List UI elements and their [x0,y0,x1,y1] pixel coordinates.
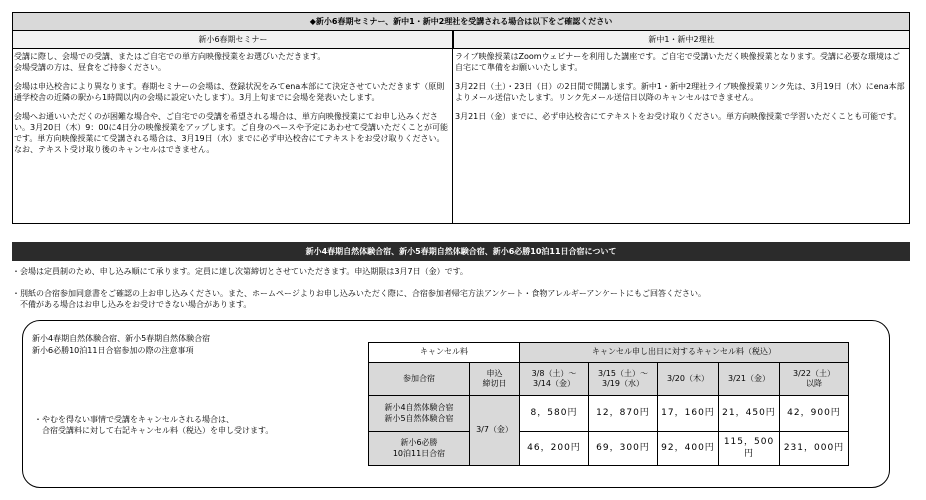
seminar-details [14,51,450,163]
camp-name-cell: 新小6必勝 10泊11日合宿 [369,432,470,466]
period-header-cell: 3/22（土） 以降 [780,363,849,396]
science-social-details [455,51,907,130]
deadline-cell: 3/7（金） [470,396,520,466]
fee-cell: 21，450円 [719,396,780,432]
period-header-cell: 3/8（土）～ 3/14（金） [520,363,589,396]
consent-note: ・別紙の合宿参加同意書をご確認の上お申し込みください。また、ホームページよりお申し込みいただく際に、合宿参加者帰宅方法アンケート・食物アレルギーアンケートにもご回答ください。 不備がある場合はお申し込みをお受けできない場合があります。 [12,289,706,309]
seminar-notice-banner: ◆新小6春期セミナー、新中1・新中2理社を受講される場合は以下をご確認ください [12,12,910,31]
column-divider [452,31,453,224]
period-header-cell: 3/21（金） [719,363,780,396]
camp-name-cell: 新小4自然体験合宿 新小5自然体験合宿 [369,396,470,432]
fee-cell: 231，000円 [780,432,849,466]
fee-cell: 42，900円 [780,396,849,432]
fee-cell: 12，870円 [589,396,658,432]
deadline-column-header: 申込 締切日 [470,363,520,396]
fee-cell: 115，500円 [719,432,780,466]
fee-cell: 8，580円 [520,396,589,432]
period-header: キャンセル申し出日に対するキャンセル料（税込） [520,343,849,363]
period-header-cell: 3/20（木） [658,363,719,396]
cancellation-note: ・やむを得ない事情で受講をキャンセルされる場合は、 合宿受講料に対して右記キャンセル料（税込）を申し受けます。 [34,415,274,435]
fee-cell: 69，300円 [589,432,658,466]
fee-cell: 46，200円 [520,432,589,466]
camp-column-header: 参加合宿 [369,363,470,396]
cancellation-fee-table [368,342,849,466]
science-social-paragraph: 3月21日（金）までに、必ず申込校舎にてテキストをお受け取りください。単方向映像授業で学習いただくことも可能です。 [455,112,902,121]
camp-notice-banner: 新小4春期自然体験合宿、新小5春期自然体験合宿、新小6必勝10泊11日合宿について [12,242,910,261]
capacity-note: ・会場は定員制のため、申し込み順にて承ります。定員に達し次第締切とさせていただきます。申込期限は3月7日（金）です。 [12,267,468,276]
period-header-cell: 3/15（土）～ 3/19（水） [589,363,658,396]
seminar-paragraph: 会場は申込校舎により異なります。春期セミナーの会場は、登録状況をみてena本部にて決定させていただきます（原則通学校舎の近隣の駅から1時間以内の会場に設定いたします）。3月上旬までに会場を発表いたします。 [14,82,445,102]
fee-cell: 92，400円 [658,432,719,466]
fee-cell: 17，160円 [658,396,719,432]
seminar-paragraph: 会場へお通いいただくのが困難な場合や、ご自宅での受講を希望される場合は、単方向映像授業にてお申し込みください。3月20日（木）9：00に4日分の映像授業をアップします。ご自身のペースや予定にあわせて受講いただくことが可能です。単方向映像授業にて受講される場合は、3月19日（水）までに必ず申込校舎にてテキストをお受け取りください。なお、テキスト受け取り後のキャンセルはできません。 [14,112,449,154]
table-row [369,432,849,466]
seminar-paragraph: 受講に際し、会場での受講、またはご自宅での単方向映像授業をお選びいただきます。 会場受講の方は、昼食をご持参ください。 [14,52,326,72]
cancellation-box-title: 新小4春期自然体験合宿、新小5春期自然体験合宿 新小6必勝10泊11日合宿参加の際の注意事項 [32,334,211,355]
science-social-column-header: 新中1・新中2理社 [454,31,909,49]
science-social-paragraph: ライブ映像授業はZoomウェビナーを利用した講座です。ご自宅で受講いただく映像授業となります。受講に必要な環境はご自宅にて準備をお願いいたします。 [455,52,900,72]
table-row [369,396,849,432]
science-social-paragraph: 3月22日（土）・23日（日）の2日間で開講します。新中1・新中2理社ライブ映像授業リンク先は、3月19日（水）にena本部よりメール送信いたします。リンク先メール送信日以降のキャンセルはできません。 [455,82,905,102]
seminar-column-header: 新小6春期セミナー [13,31,454,49]
cancel-fee-label: キャンセル料 [369,343,520,363]
